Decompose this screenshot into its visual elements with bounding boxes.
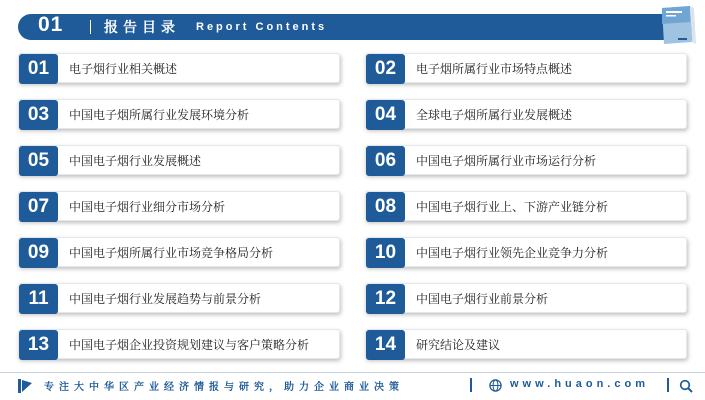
- item-label: 中国电子烟所属行业发展环境分析: [69, 107, 250, 122]
- item-number-badge: 01: [19, 54, 58, 84]
- contents-item[interactable]: [365, 191, 687, 221]
- item-number-badge: 11: [19, 284, 58, 314]
- globe-icon: [489, 379, 502, 392]
- page-subtitle: Report Contents: [196, 21, 328, 33]
- contents-item[interactable]: [365, 145, 687, 175]
- report-cover-icon: [656, 4, 696, 46]
- item-label: 中国电子烟行业发展趋势与前景分析: [69, 291, 262, 306]
- item-label: 全球电子烟所属行业发展概述: [416, 107, 573, 122]
- item-number-badge: 04: [366, 100, 405, 130]
- item-number-badge: 07: [19, 192, 58, 222]
- contents-item[interactable]: [365, 283, 687, 313]
- item-number-badge: 13: [19, 330, 58, 360]
- item-number-badge: 02: [366, 54, 405, 84]
- header-divider: [90, 20, 91, 34]
- item-number-badge: 08: [366, 192, 405, 222]
- item-number-badge: 14: [366, 330, 405, 360]
- flag-icon: [18, 379, 32, 393]
- item-label: 中国电子烟所属行业市场竞争格局分析: [69, 245, 274, 260]
- contents-item[interactable]: [18, 145, 340, 175]
- footer: [0, 374, 705, 396]
- item-number-badge: 03: [19, 100, 58, 130]
- item-label: 中国电子烟企业投资规划建议与客户策略分析: [69, 337, 310, 352]
- item-number-badge: 10: [366, 238, 405, 268]
- contents-item[interactable]: [18, 329, 340, 359]
- contents-item[interactable]: [365, 99, 687, 129]
- item-label: 中国电子烟行业发展概述: [69, 153, 202, 168]
- section-number: 01: [38, 13, 64, 36]
- contents-item[interactable]: [365, 237, 687, 267]
- footer-divider: [0, 372, 705, 373]
- contents-item[interactable]: [365, 53, 687, 83]
- footer-url[interactable]: www.huaon.com: [510, 378, 649, 390]
- item-label: 中国电子烟所属行业市场运行分析: [416, 153, 597, 168]
- page-title: 报告目录: [104, 20, 180, 36]
- footer-slogan: 专注大中华区产业经济情报与研究，助力企业商业决策: [44, 382, 404, 393]
- search-icon[interactable]: [679, 379, 693, 393]
- contents-item[interactable]: [18, 53, 340, 83]
- item-label: 中国电子烟行业上、下游产业链分析: [416, 199, 609, 214]
- contents-item[interactable]: [18, 191, 340, 221]
- item-label: 研究结论及建议: [416, 337, 501, 352]
- section-header: [18, 14, 692, 40]
- item-label: 电子烟所属行业市场特点概述: [416, 61, 573, 76]
- footer-separator: [667, 378, 669, 392]
- item-number-badge: 05: [19, 146, 58, 176]
- contents-item[interactable]: [18, 99, 340, 129]
- item-label: 中国电子烟行业前景分析: [416, 291, 549, 306]
- contents-item[interactable]: [18, 283, 340, 313]
- item-label: 电子烟行业相关概述: [69, 61, 178, 76]
- footer-separator: [470, 378, 472, 392]
- item-number-badge: 06: [366, 146, 405, 176]
- item-label: 中国电子烟行业领先企业竞争力分析: [416, 245, 609, 260]
- item-number-badge: 09: [19, 238, 58, 268]
- contents-item[interactable]: [18, 237, 340, 267]
- contents-item[interactable]: [365, 329, 687, 359]
- item-label: 中国电子烟行业细分市场分析: [69, 199, 226, 214]
- item-number-badge: 12: [366, 284, 405, 314]
